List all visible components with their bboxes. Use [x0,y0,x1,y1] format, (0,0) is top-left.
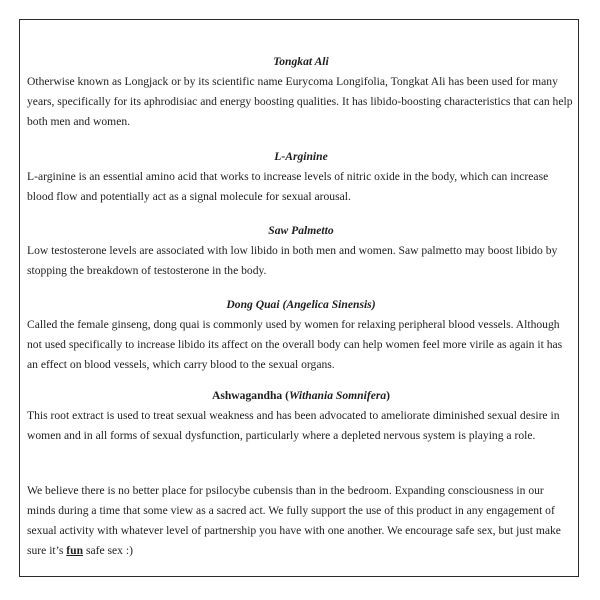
emphasis-fun: fun [66,544,84,557]
section-l-arginine [27,147,575,207]
closing-text: We believe there is no better place for psilocybe cubensis than in the bedroom. Expanding consciousness in our minds during a time that some view as a sacred act. We fully support the use of this product in any engagement of sexual activity with whatever level of partnership you have with one another. We encourage safe sex, but just make sure it’s [27,484,561,557]
section-heading: Dong Quai (Angelica Sinensis) [226,298,376,311]
closing-paragraph [27,481,575,561]
heading-main: Ashwagandha ( [211,389,289,402]
section-body: L-arginine is an essential amino acid that works to increase levels of nitric oxide in the body, which can increase blood flow and potentially act as a signal molecule for sexual arousal. [27,170,549,203]
section-heading: L-Arginine [274,150,328,163]
section-heading: Tongkat Ali [273,55,329,68]
section-body: Called the female ginseng, dong quai is commonly used by women for relaxing peripheral blood vessels. Although not used specifically to increase libido its affect on the overall body can help women feel more virile as again it has an effect on blood vessels, which carry blood to the sexual organs. [27,318,563,371]
closing-statement [27,481,575,561]
section-tongkat-ali [27,52,575,132]
section-ashwagandha [27,386,575,446]
heading-close: ) [386,389,391,402]
heading-latin-name: Withania Somnifera [288,389,387,402]
section-dong-quai [27,295,575,375]
closing-text-end: safe sex :) [83,544,133,557]
section-body: Otherwise known as Longjack or by its scientific name Eurycoma Longifolia, Tongkat Ali has been used for many years, specifically for its aphrodisiac and energy boosting qualities. It has libido-boosting characteristics that can help both men and women. [27,75,573,128]
section-heading: Saw Palmetto [268,224,334,237]
section-body: Low testosterone levels are associated with low libido in both men and women. Saw palmetto may boost libido by stopping the breakdown of testosterone in the body. [27,244,558,277]
document-frame [19,19,579,577]
section-body: This root extract is used to treat sexual weakness and has been advocated to ameliorate diminished sexual desire in women and in all forms of sexual dysfunction, particularly where a depleted nervous system is playing a role. [27,409,560,442]
section-heading [27,386,575,406]
section-saw-palmetto [27,221,575,281]
